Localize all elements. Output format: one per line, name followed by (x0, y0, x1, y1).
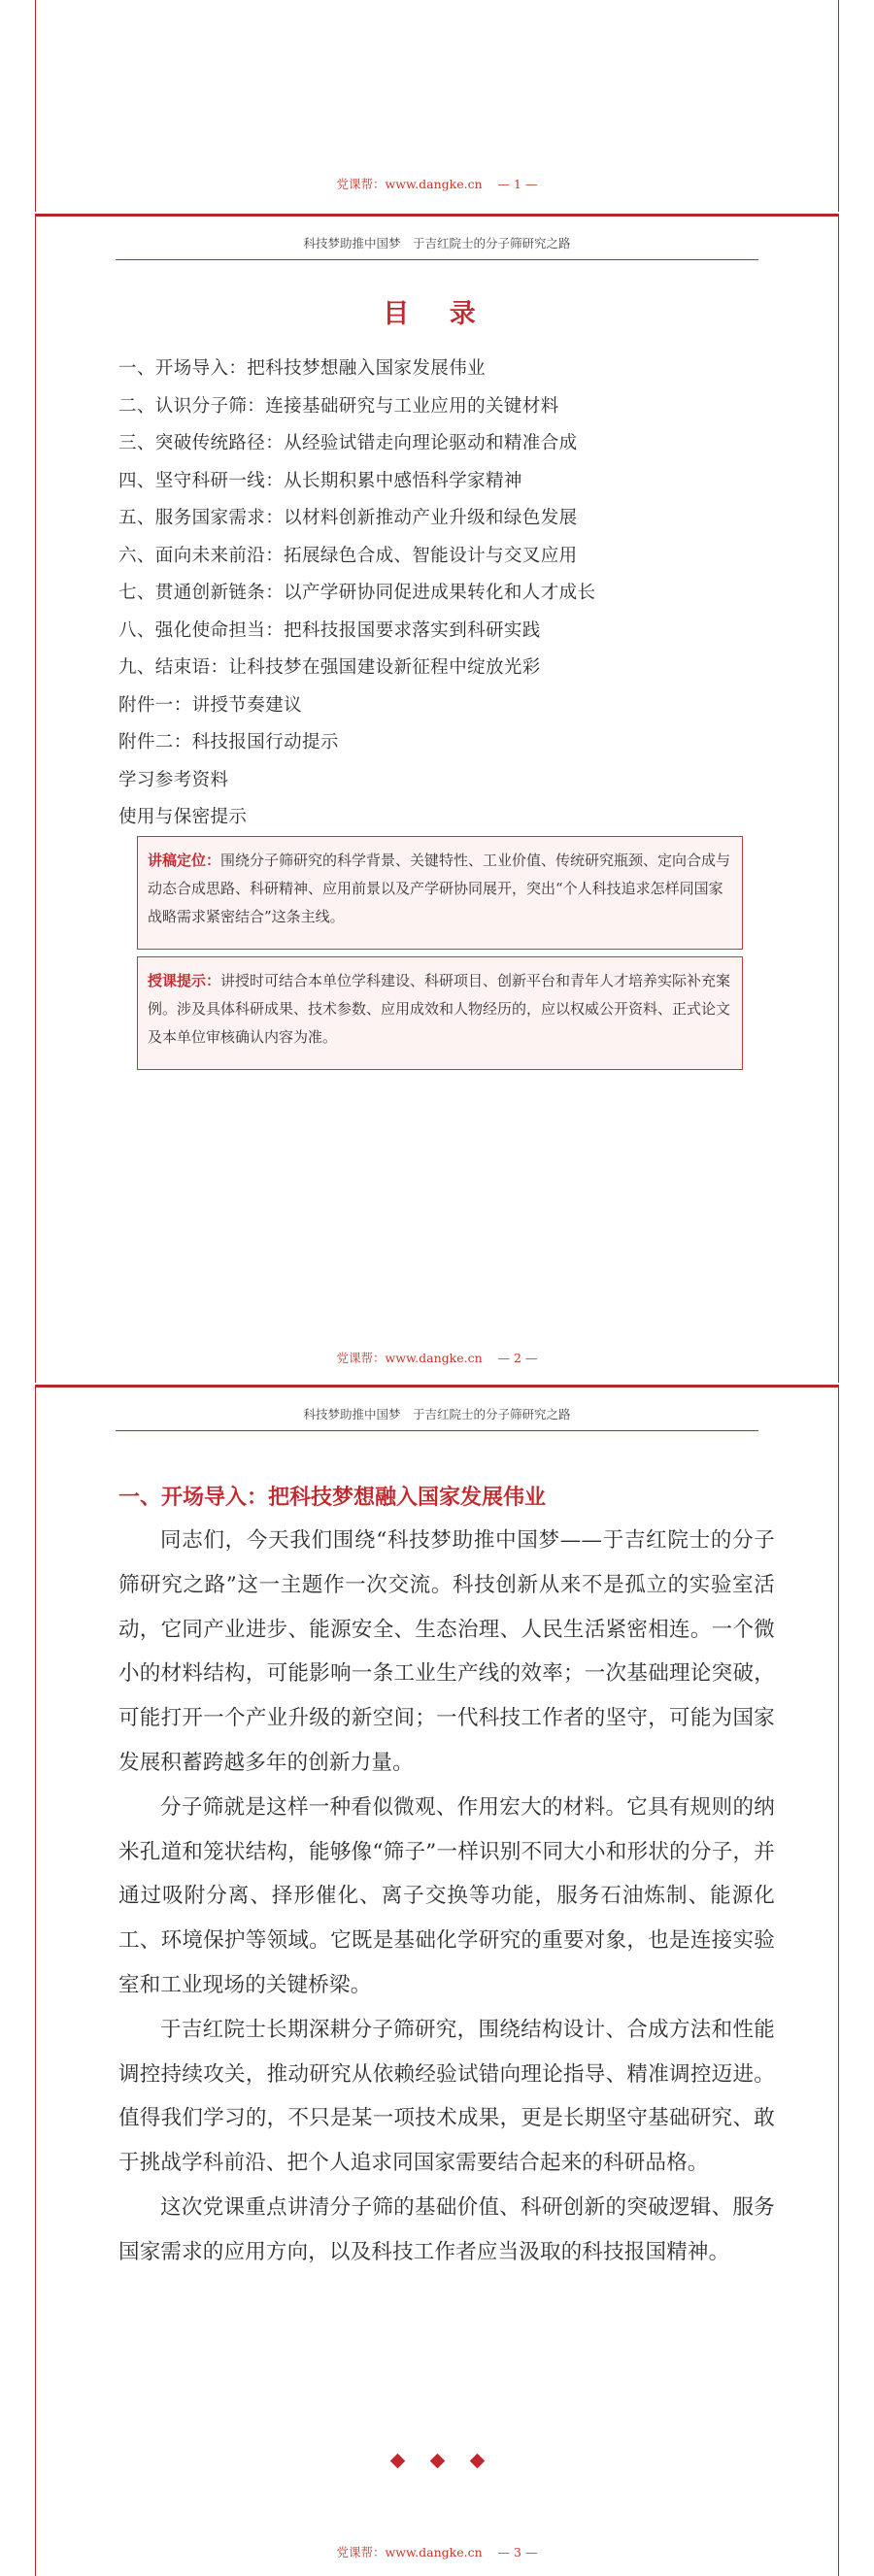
diamond-icon (389, 2454, 405, 2469)
toc-item[interactable]: 九、结束语：让科技梦在强国建设新征程中绽放光彩 (118, 657, 541, 678)
section-end-ornament (36, 2452, 838, 2470)
toc-item[interactable]: 学习参考资料 (118, 769, 229, 790)
page-header: 科技梦助推中国梦 于吉红院士的分子筛研究之路 (303, 236, 571, 251)
diamond-icon (469, 2454, 485, 2469)
page-2 (35, 214, 839, 1383)
positioning-note (137, 836, 743, 950)
toc-item[interactable]: 四、坚守科研一线：从长期积累中感悟科学家精神 (118, 470, 522, 491)
toc-item[interactable]: 使用与保密提示 (118, 807, 248, 827)
toc-item[interactable]: 二、认识分子筛：连接基础研究与工业应用的关键材料 (118, 395, 559, 417)
toc-item[interactable]: 七、贯通创新链条：以产学研协同促进成果转化和人才成长 (118, 583, 596, 603)
teaching-text: 讲授时可结合本单位学科建设、科研项目、创新平台和青年人才培养实际补充案例。涉及具体科研成果、技术参数、应用成效和人物经历的，应以权威公开资料、正式论文及本单位审核确认内容为准。 (148, 972, 731, 1046)
paragraph: 于吉红院士长期深耕分子筛研究，围绕结构设计、合成方法和性能调控持续攻关，推动研究从依赖经验试错向理论指导、精准调控迈进。值得我们学习的，不只是某一项技术成果，更是长期坚守基础研究、敢于挑战学科前沿、把个人追求同国家需要结合起来的科研品格。 (118, 2017, 775, 2176)
paragraph: 这次党课重点讲清分子筛的基础价值、科研创新的突破逻辑、服务国家需求的应用方向，以及科技工作者应当汲取的科技报国精神。 (118, 2194, 775, 2264)
toc-item[interactable]: 五、服务国家需求：以材料创新推动产业升级和绿色发展 (118, 508, 578, 528)
page-header: 科技梦助推中国梦 于吉红院士的分子筛研究之路 (303, 1407, 571, 1422)
toc-item[interactable]: 附件二：科技报国行动提示 (118, 732, 339, 753)
positioning-label: 讲稿定位： (148, 852, 221, 869)
diamond-icon (429, 2454, 445, 2469)
header-divider (116, 259, 758, 260)
toc-list (118, 351, 595, 837)
page-footer: 党课帮：www.dangke.cn — 3 — (336, 2545, 538, 2559)
toc-title: 目 录 (383, 299, 491, 329)
toc-item[interactable]: 六、面向未来前沿：拓展绿色合成、智能设计与交叉应用 (118, 545, 578, 566)
section-title: 一、开场导入：把科技梦想融入国家发展伟业 (118, 1485, 547, 1510)
toc-item[interactable]: 一、开场导入：把科技梦想融入国家发展伟业 (118, 358, 487, 379)
paragraph: 分子筛就是这样一种看似微观、作用宏大的材料。它具有规则的纳米孔道和笼状结构，能够像“筛子”一样识别不同大小和形状的分子，并通过吸附分离、择形催化、离子交换等功能，服务石油炼制、能源化工、环境保护等领域。它既是基础化学研究的重要对象，也是连接实验室和工业现场的关键桥梁。 (118, 1794, 775, 1997)
toc-item[interactable]: 附件一：讲授节奏建议 (118, 694, 303, 716)
page-1 (35, 0, 839, 212)
paragraph: 同志们，今天我们围绕“科技梦助推中国梦——于吉红院士的分子筛研究之路”这一主题作一次交流。科技创新从来不是孤立的实验室活动，它同产业进步、能源安全、生态治理、人民生活紧密相连。一个微小的材料结构，可能影响一条工业生产线的效率；一次基础理论突破，可能打开一个产业升级的新空间；一代科技工作者的坚守，可能为国家发展积蓄跨越多年的创新力量。 (118, 1528, 775, 1775)
toc-item[interactable]: 八、强化使命担当：把科技报国要求落实到科研实践 (118, 619, 541, 641)
section-body (118, 1519, 775, 2275)
page-footer: 党课帮：www.dangke.cn — 2 — (336, 1351, 538, 1365)
teaching-note (137, 956, 743, 1070)
page-3 (35, 1385, 839, 2576)
page-footer: 党课帮：www.dangke.cn — 1 — (336, 177, 538, 191)
teaching-label: 授课提示： (148, 972, 221, 989)
header-divider (116, 1430, 758, 1431)
positioning-text: 围绕分子筛研究的科学背景、关键特性、工业价值、传统研究瓶颈、定向合成与动态合成思路、科研精神、应用前景以及产学研协同展开，突出“个人科技追求怎样同国家战略需求紧密结合”这条主线。 (148, 852, 731, 925)
toc-item[interactable]: 三、突破传统路径：从经验试错走向理论驱动和精准合成 (118, 433, 578, 453)
